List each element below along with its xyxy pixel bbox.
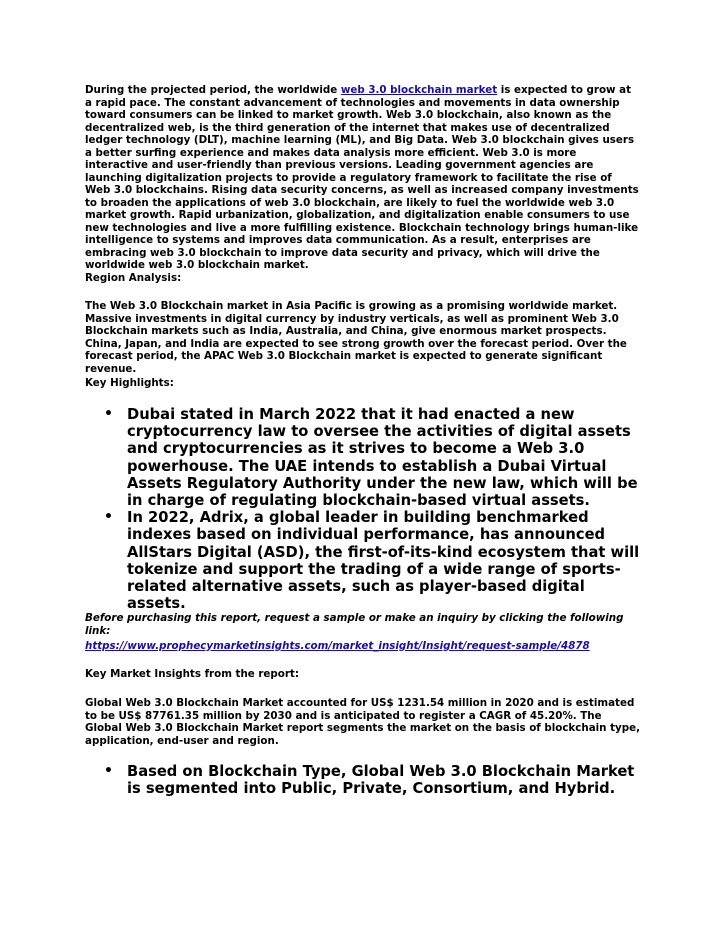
highlights-list <box>85 406 645 612</box>
region-heading: Region Analysis: <box>85 272 182 284</box>
bullet-icon: • <box>104 509 113 526</box>
highlight-text: Dubai stated in March 2022 that it had enacted a new cryptocurrency law to oversee the activities of digital assets and cryptocurrencies as it strives to become a Web 3.0 powerhouse. The UAE intends to establish a Dubai Virtual Assets Regulatory Authority under the new law, which will be in charge of regulating blockchain-based virtual assets. <box>127 406 638 510</box>
intro-paragraph <box>85 84 640 272</box>
list-item <box>85 406 645 509</box>
bullet-icon: • <box>104 763 113 779</box>
insight-item-text: Based on Blockchain Type, Global Web 3.0 Blockchain Market is segmented into Public, Private, Consortium, and Hybrid. <box>127 763 635 798</box>
region-paragraph: The Web 3.0 Blockchain market in Asia Pacific is growing as a promising worldwide market. Massive investments in digital currency by industry verticals, as well as prominent Web 3.0 Blockchain markets such as India, Australia, and China, give enormous market prospects. China, Japan, and India are expected to see strong growth over the forecast period. Over the forecast period, the APAC Web 3.0 Blockchain market is expected to generate significant revenue. <box>85 300 627 375</box>
highlight-text: In 2022, Adrix, a global leader in building benchmarked indexes based on individual performance, has announced AllStars Digital (ASD), the first-of-its-kind ecosystem that will tokenize and support the trading of a wide range of sports-related alternative assets, such as player-based digital assets. <box>127 509 640 613</box>
sample-request-prompt: Before purchasing this report, request a sample or make an inquiry by clicking the following link: <box>85 612 624 637</box>
list-item <box>85 763 645 797</box>
highlights-heading: Key Highlights: <box>85 377 174 389</box>
insights-paragraph: Global Web 3.0 Blockchain Market accounted for US$ 1231.54 million in 2020 and is estimated to be US$ 87761.35 million by 2030 and is anticipated to register a CAGR of 45.20%. The Global Web 3.0 Blockchain Market report segments the market on the basis of blockchain type, application, end-user and region. <box>85 697 640 747</box>
insights-heading: Key Market Insights from the report: <box>85 668 299 680</box>
web3-blockchain-market-link[interactable]: web 3.0 blockchain market <box>340 84 498 96</box>
insights-list <box>85 763 645 797</box>
list-item <box>85 509 645 612</box>
sample-request-link[interactable]: https://www.prophecymarketinsights.com/market_insight/Insight/request-sample/4878 <box>85 640 590 652</box>
intro-text-rest: is expected to grow at a rapid pace. The constant advancement of technologies and movements in data ownership toward consumers can be linked to market growth. Web 3.0 blockchain, also known as the decentralized web, is the third generation of the internet that makes use of decentralized ledger technology (DLT), machine learning (ML), and Big Data. Web 3.0 blockchain gives users a better surfing experience and makes data analysis more efficient. Web 3.0 is more interactive and user-friendly than previous versions. Leading government agencies are launching digitalization projects to provide a regulatory framework to facilitate the rise of Web 3.0 blockchains. Rising data security concerns, as well as increased company investments to broaden the applications of web 3.0 blockchain, are likely to fuel the worldwide web 3.0 market growth. Rapid urbanization, globalization, and digitalization enable consumers to use new technologies and live a more fulfilling existence. Blockchain technology brings human-like intelligence to systems and improves data communication. As a result, enterprises are embracing web 3.0 blockchain to improve data security and privacy, which will drive the worldwide web 3.0 blockchain market. <box>85 84 639 271</box>
intro-text-start: During the projected period, the worldwide <box>85 84 341 96</box>
bullet-icon: • <box>104 406 113 422</box>
sample-request-link-line <box>85 640 640 653</box>
